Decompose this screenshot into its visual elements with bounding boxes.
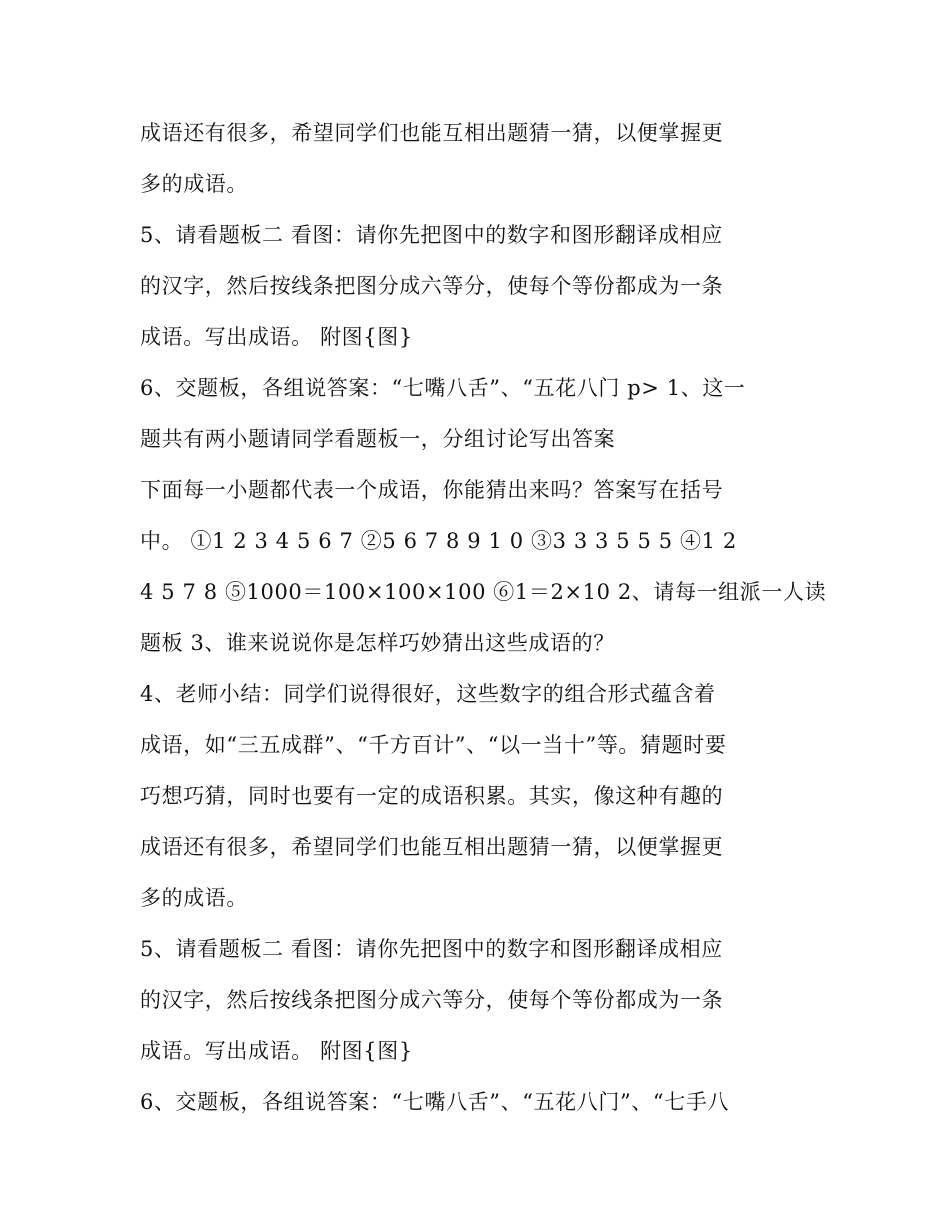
text-line: 成语。写出成语。 附图{图} [140, 325, 413, 349]
text-line: 巧想巧猜，同时也要有一定的成语积累。其实，像这种有趣的 [140, 784, 724, 808]
text-line: 成语。写出成语。 附图{图} [140, 1039, 413, 1063]
document-text-body [140, 108, 827, 1128]
text-line: 的汉字，然后按线条把图分成六等分，使每个等份都成为一条 [140, 274, 724, 298]
text-line: 5、请看题板二 看图：请你先把图中的数字和图形翻译成相应 [140, 223, 723, 247]
text-line: 中。 ①1 2 3 4 5 6 7 ②5 6 7 8 9 1 0 ③3 3 3 5 5 5 ④1 2 [140, 529, 737, 553]
text-line: 多的成语。 [140, 172, 248, 196]
text-line: 题共有两小题请同学看题板一，分组讨论写出答案 [140, 427, 616, 451]
text-line: 的汉字，然后按线条把图分成六等分，使每个等份都成为一条 [140, 988, 724, 1012]
text-line: 题板 3、谁来说说你是怎样巧妙猜出这些成语的？ [140, 631, 615, 655]
text-line: 成语，如“三五成群”、“千方百计”、“以一当十”等。猜题时要 [140, 733, 727, 757]
text-line: 下面每一小题都代表一个成语，你能猜出来吗？答案写在括号 [140, 478, 724, 502]
text-line: 6、交题板，各组说答案：“七嘴八舌”、“五花八门 p> 1、这一 [140, 376, 746, 400]
text-line: 4、老师小结：同学们说得很好，这些数字的组合形式蕴含着 [140, 682, 716, 706]
text-line: 多的成语。 [140, 886, 248, 910]
text-line: 成语还有很多，希望同学们也能互相出题猜一猜，以便掌握更 [140, 835, 724, 859]
text-line: 5、请看题板二 看图：请你先把图中的数字和图形翻译成相应 [140, 937, 723, 961]
text-line: 4 5 7 8 ⑤1000＝100×100×100 ⑥1＝2×10 2、请每一组派一人读 [140, 580, 827, 604]
text-line: 成语还有很多，希望同学们也能互相出题猜一猜，以便掌握更 [140, 121, 724, 145]
text-line: 6、交题板，各组说答案：“七嘴八舌”、“五花八门”、“七手八 [140, 1090, 730, 1114]
